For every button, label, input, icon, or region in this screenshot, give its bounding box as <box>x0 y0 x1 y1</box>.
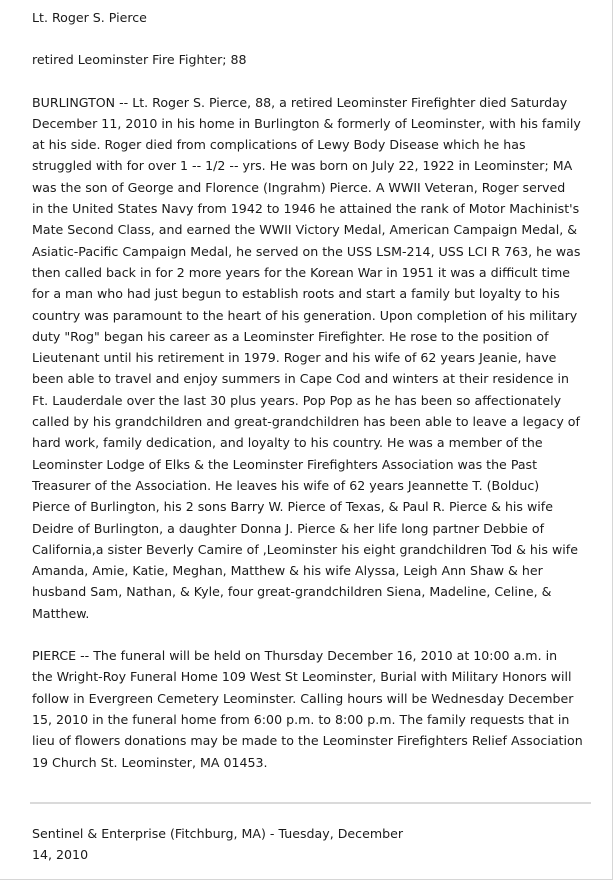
text-line: 14, 2010 <box>32 847 89 863</box>
text-line: the Wright-Roy Funeral Home 109 West St Leominster, Burial with Military Honors will <box>32 669 572 685</box>
text-line: Ft. Lauderdale over the last 30 plus years. Pop Pop as he has been so affectionately <box>32 392 562 408</box>
obituary-content <box>32 7 598 794</box>
text-line: struggled with for over 1 -- 1/2 -- yrs. He was born on July 22, 1922 in Leominster; MA <box>32 158 573 174</box>
text-line: Lieutenant until his retirement in 1979. Roger and his wife of 62 years Jeanie, have <box>32 350 557 366</box>
text-line: California,a sister Beverly Camire of ,Leominster his eight grandchildren Tod & his wife <box>32 541 578 557</box>
section-divider <box>30 802 591 804</box>
obituary-body-paragraph <box>32 92 598 624</box>
text-line: Asiatic-Pacific Campaign Medal, he served on the USS LSM-214, USS LCI R 763, he was <box>32 243 581 259</box>
text-line: was the son of George and Florence (Ingrahm) Pierce. A WWII Veteran, Roger served <box>32 179 566 195</box>
text-line: Matthew. <box>32 605 90 621</box>
source-citation <box>32 823 592 866</box>
text-line: hard work, family dedication, and loyalty to his country. He was a member of the <box>32 435 543 451</box>
obituary-name: Lt. Roger S. Pierce <box>32 10 147 25</box>
obituary-subtitle: retired Leominster Fire Fighter; 88 <box>32 52 247 68</box>
text-line: PIERCE -- The funeral will be held on Thursday December 16, 2010 at 10:00 a.m. in <box>32 648 558 664</box>
text-line: called by his grandchildren and great-grandchildren has been able to leave a legacy of <box>32 414 580 430</box>
text-line: in the United States Navy from 1942 to 1946 he attained the rank of Motor Machinist's <box>32 201 580 217</box>
text-line: then called back in for 2 more years for the Korean War in 1951 it was a difficult time <box>32 264 571 280</box>
text-line: 15, 2010 in the funeral home from 6:00 p.m. to 8:00 p.m. The family requests that in <box>32 711 570 727</box>
text-line: lieu of flowers donations may be made to the Leominster Firefighters Relief Association <box>32 733 583 749</box>
text-line: Mate Second Class, and earned the WWII Victory Medal, American Campaign Medal, & <box>32 222 578 238</box>
text-line: December 11, 2010 in his home in Burlington & formerly of Leominster, with his family <box>32 115 581 131</box>
text-line: Sentinel & Enterprise (Fitchburg, MA) - Tuesday, December <box>32 826 404 841</box>
text-line: Deidre of Burlington, a daughter Donna J. Pierce & her life long partner Debbie of <box>32 520 545 536</box>
funeral-details-paragraph <box>32 645 598 773</box>
text-line: 19 Church St. Leominster, MA 01453. <box>32 754 268 770</box>
text-line: BURLINGTON -- Lt. Roger S. Pierce, 88, a retired Leominster Firefighter died Saturday <box>32 94 568 110</box>
text-line: husband Sam, Nathan, & Kyle, four great-grandchildren Siena, Madeline, Celine, & <box>32 584 552 600</box>
text-line: for a man who had just begun to establish roots and start a family but loyalty to his <box>32 286 560 302</box>
text-line: at his side. Roger died from complications of Lewy Body Disease which he has <box>32 137 526 153</box>
text-line: Pierce of Burlington, his 2 sons Barry W. Pierce of Texas, & Paul R. Pierce & his wife <box>32 499 553 515</box>
text-line: country was paramount to the heart of his generation. Upon completion of his military <box>32 307 578 323</box>
text-line: follow in Evergreen Cemetery Leominster. Calling hours will be Wednesday December <box>32 690 574 706</box>
text-line: duty "Rog" began his career as a Leominster Firefighter. He rose to the position of <box>32 328 549 344</box>
text-line: Leominster Lodge of Elks & the Leominster Firefighters Association was the Past <box>32 456 538 472</box>
text-line: been able to travel and enjoy summers in Cape Cod and winters at their residence in <box>32 371 570 387</box>
text-line: Treasurer of the Association. He leaves his wife of 62 years Jeannette T. (Bolduc) <box>32 477 540 493</box>
text-line: Amanda, Amie, Katie, Meghan, Matthew & his wife Alyssa, Leigh Ann Shaw & her <box>32 563 543 579</box>
